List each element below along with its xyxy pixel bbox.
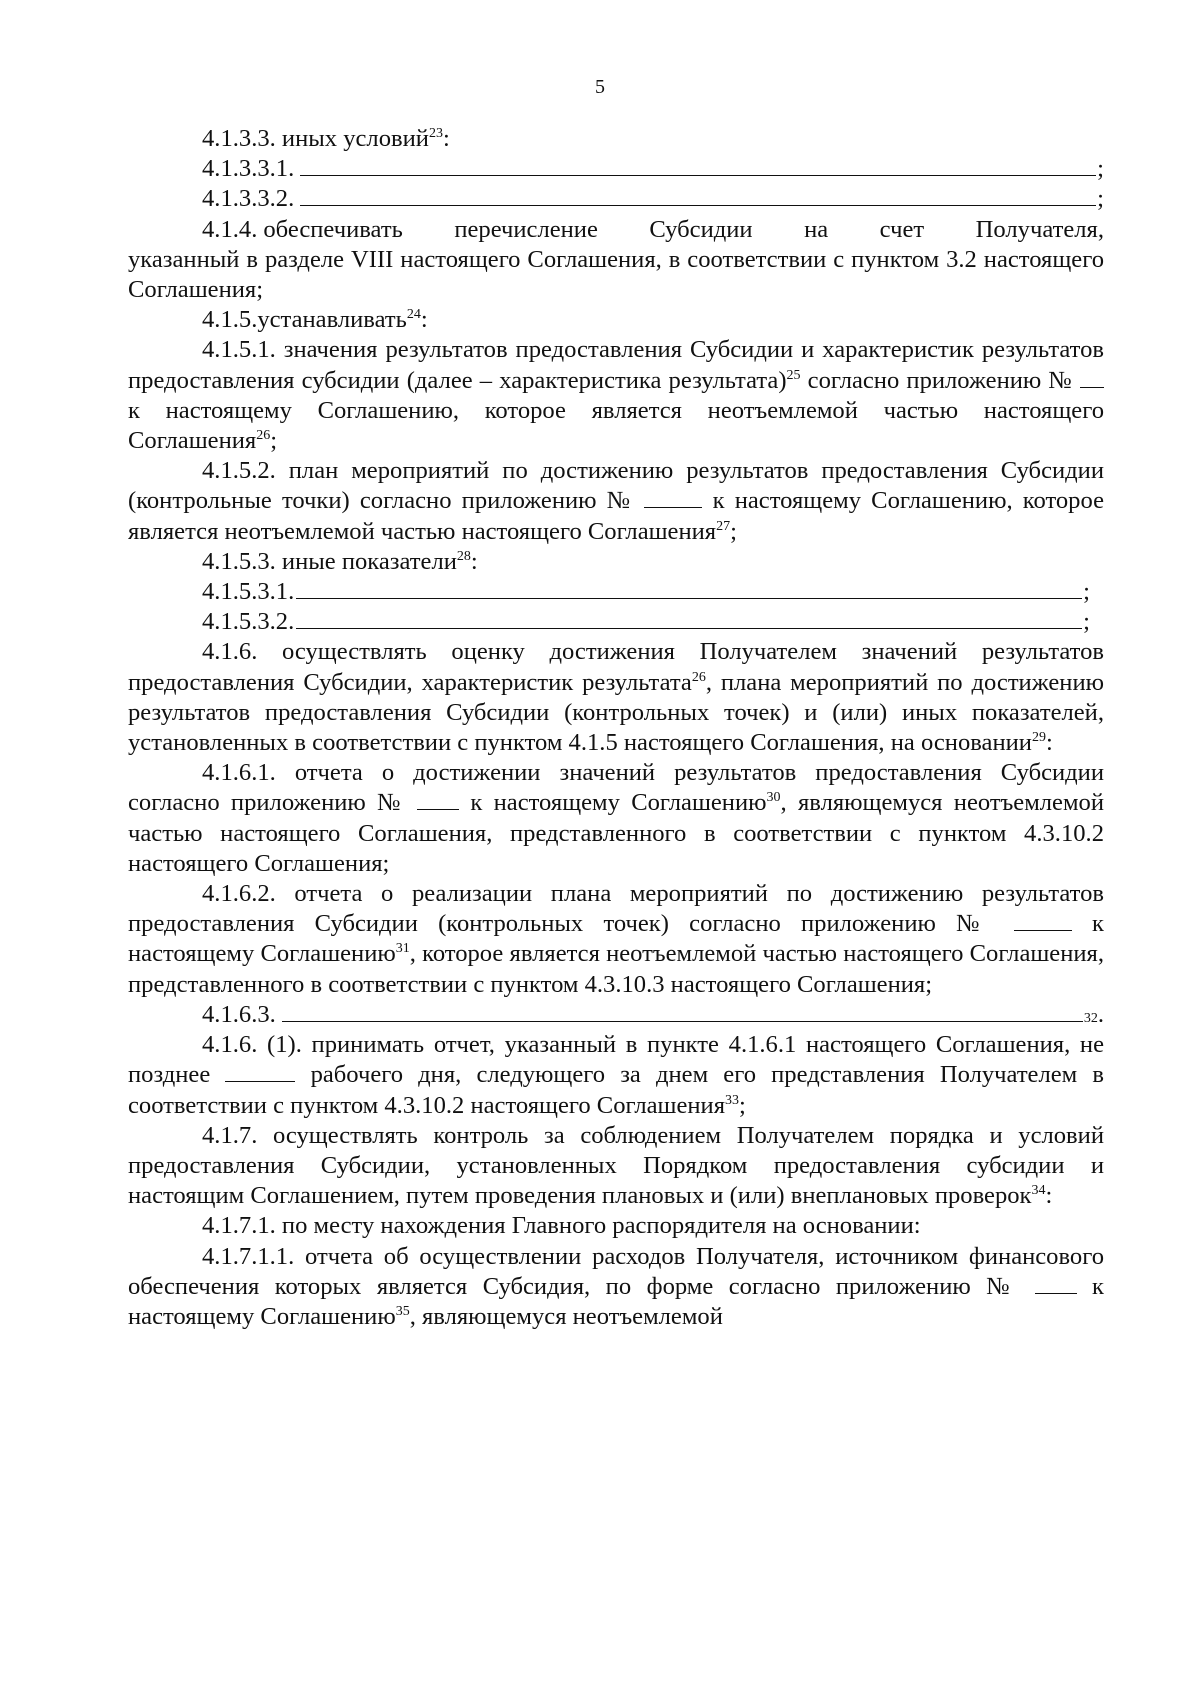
clause-4-1-5-1: 4.1.5.1. значения результатов предоставления Субсидии и характеристик результатов предоставления субсидии (далее – характеристика результата)$^{25}$ согласно приложению № к настоящему Соглашению, которое является неотъемлемой частью настоящего Соглашения$^{26}$; (128, 336, 1104, 455)
clause-4-1-5-2: 4.1.5.2. план мероприятий по достижению результатов предоставления Субсидии (контрольные точки) согласно приложению № к настоящему Соглашению, которое является неотъемлемой частью настоящего Соглашения$^{27}$; (128, 457, 1104, 545)
clause-4-1-5-3: 4.1.5.3. иные показатели$^{28}$: (202, 547, 478, 575)
clause-4-1-6-1-accept: 4.1.6. (1). принимать отчет, указанный в пункте 4.1.6.1 настоящего Соглашения, не позднее рабочего дня, следующего за днем его представления Получателем в соответствии с пунктом 4.3.10.2 настоящего Соглашения$^{33}$; (128, 1031, 1104, 1119)
fill-blank (296, 608, 1082, 629)
clause-4-1-6-2: 4.1.6.2. отчета о реализации плана мероприятий по достижению результатов предоставления Субсидии (контрольных точек) согласно приложению № к настоящему Соглашению$^{31}$, которое является неотъемлемой частью настоящего Соглашения, представленного в соответствии с пунктом 4.3.10.3 настоящего Соглашения; (128, 880, 1104, 998)
clause-4-1-6-3: 4.1.6.3. 32 . (202, 1000, 1104, 1028)
clause-4-1-6-1: 4.1.6.1. отчета о достижении значений результатов предоставления Субсидии согласно приложению № к настоящему Соглашению$^{30}$, являющемуся неотъемлемой частью настоящего Соглашения, представленного в соответствии с пунктом 4.3.10.2 настоящего Соглашения; (128, 759, 1104, 877)
clause-4-1-7-1-1: 4.1.7.1.1. отчета об осуществлении расходов Получателя, источником финансового обеспечения которых является Субсидия, по форме согласно приложению № к настоящему Соглашению$^{35}$, являющемуся неотъемлемой (128, 1242, 1104, 1330)
fill-blank (1080, 369, 1104, 388)
fill-blank (1014, 912, 1072, 931)
fill-blank (300, 185, 1096, 206)
clause-4-1-4-body: указанный в разделе VIII настоящего Соглашения, в соответствии с пунктом 3.2 настоящего Соглашения; (128, 245, 1104, 304)
clause-4-1-3-3: 4.1.3.3. иных условий$^{23}$: (202, 125, 450, 152)
fill-blank (282, 1001, 1083, 1022)
fill-blank (296, 578, 1082, 599)
clause-4-1-3-3-2: 4.1.3.3.2. ; (202, 185, 1104, 213)
document-body (128, 124, 1104, 1332)
clause-4-1-4-head: 4.1.4. обеспечивать перечисление Субсидии на счет Получателя, (202, 215, 1104, 243)
clause-4-1-5-3-2: 4.1.5.3.2. ; (202, 608, 1090, 636)
fill-blank (417, 791, 459, 810)
clause-4-1-6: 4.1.6. осуществлять оценку достижения Получателем значений результатов предоставления Субсидии, характеристик результата$^{26}$, плана мероприятий по достижению результатов предоставления Субсидии (контрольных точек) и (или) иных показателей, установленных в соответствии с пунктом 4.1.5 настоящего Соглашения, на основании$^{29}$: (128, 638, 1105, 757)
clause-4-1-3-3-1: 4.1.3.3.1. ; (202, 155, 1104, 183)
fill-blank (1035, 1275, 1077, 1294)
fill-blank (225, 1063, 295, 1082)
clause-4-1-5-3-1: 4.1.5.3.1. ; (202, 578, 1090, 606)
page-number: 5 (595, 76, 605, 98)
clause-4-1-5: 4.1.5.устанавливать$^{24}$: (202, 306, 428, 334)
clause-4-1-7: 4.1.7. осуществлять контроль за соблюдением Получателем порядка и условий предоставления Субсидии, установленных Порядком предоставления субсидии и настоящим Соглашением, путем проведения плановых и (или) внеплановых проверок$^{34}$: (128, 1121, 1104, 1210)
fill-blank (300, 155, 1096, 176)
fill-blank (644, 489, 702, 508)
clause-4-1-7-1: 4.1.7.1. по месту нахождения Главного распорядителя на основании: (202, 1212, 921, 1240)
